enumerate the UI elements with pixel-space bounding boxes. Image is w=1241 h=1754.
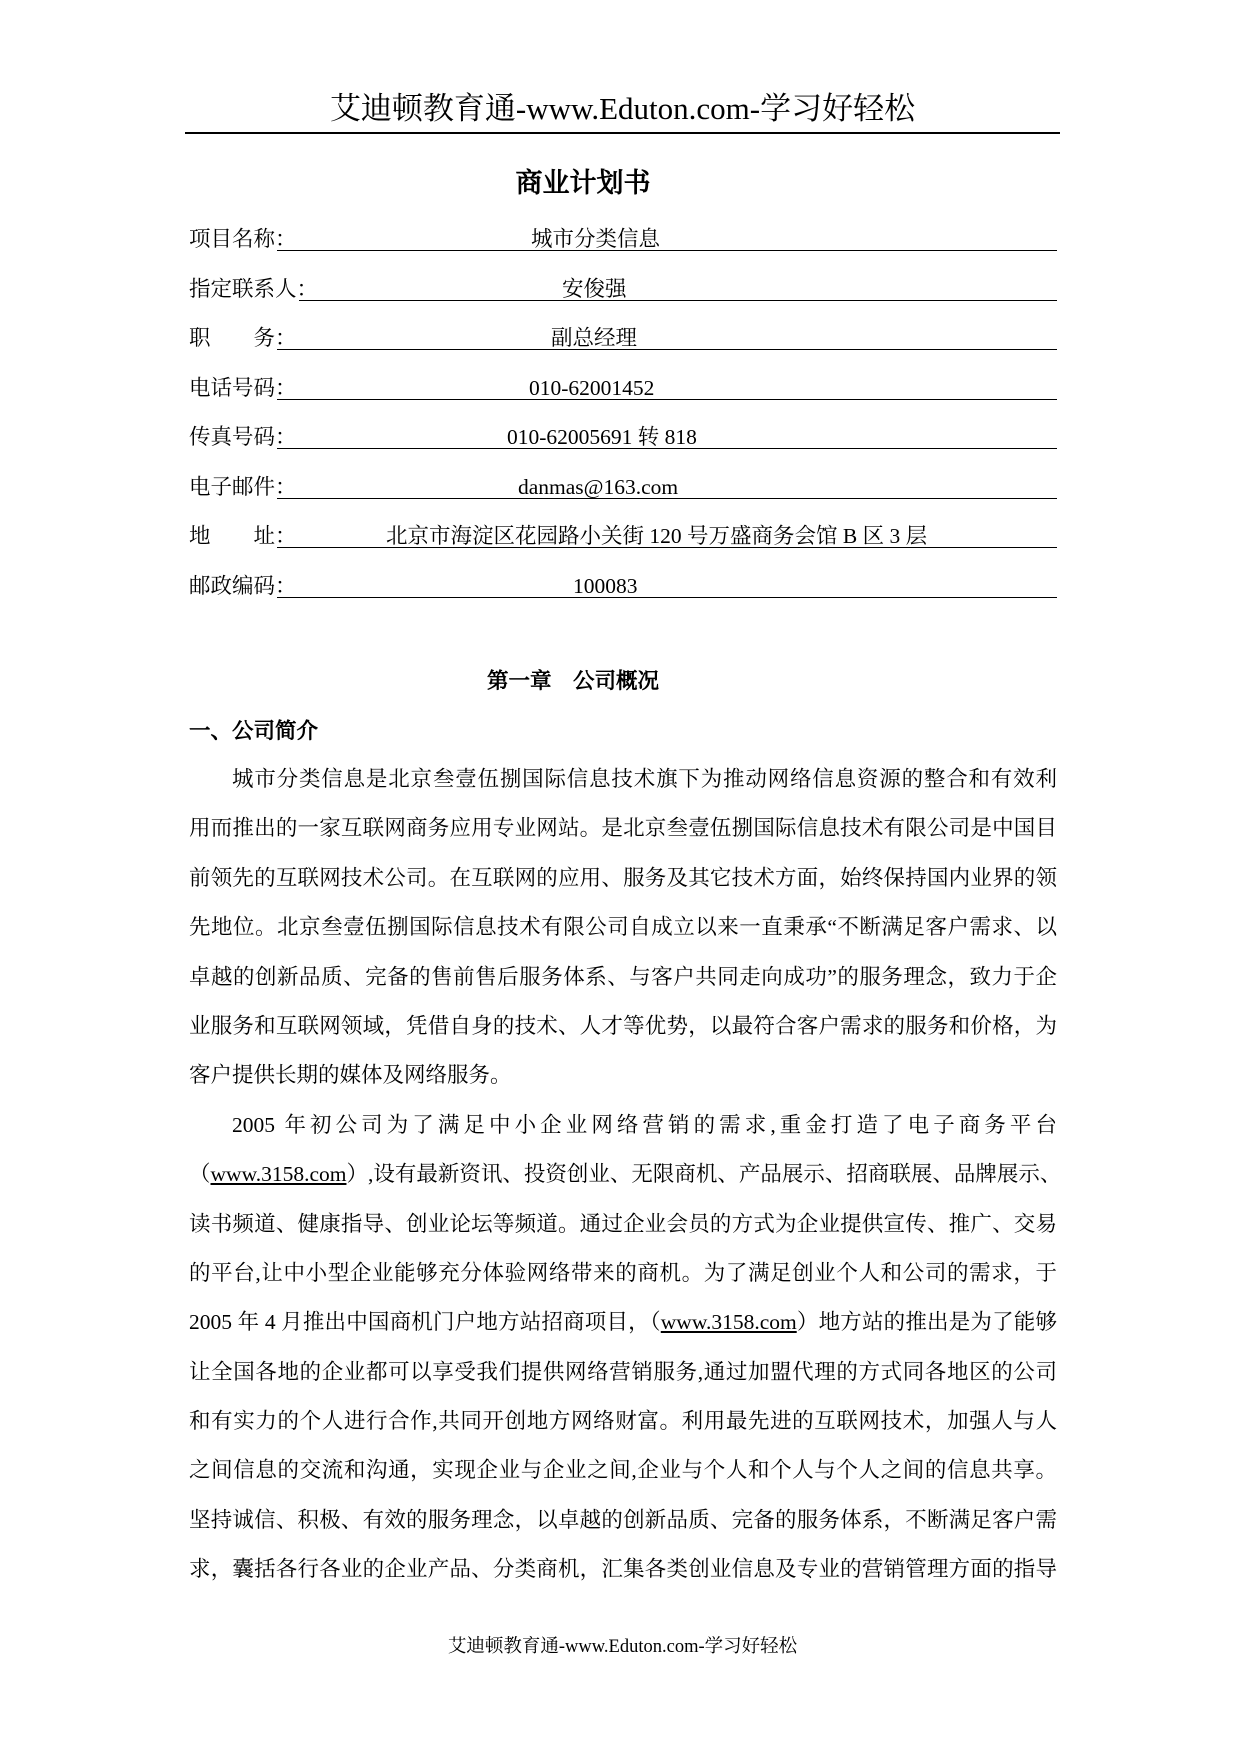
field-row-fax — [189, 423, 1057, 451]
field-underline — [299, 275, 1057, 301]
section-heading: 一、公司简介 — [189, 719, 319, 743]
paragraph-line — [189, 1150, 1062, 1199]
field-value: 010-62005691 转 818 — [507, 425, 697, 449]
paragraph-line: 让全国各地的企业都可以享受我们提供网络营销服务,通过加盟代理的方式同各地区的公司 — [189, 1359, 1057, 1384]
paragraph-line: 城市分类信息是北京叁壹伍捌国际信息技术旗下为推动网络信息资源的整合和有效利 — [232, 767, 1057, 791]
field-underline — [277, 374, 1057, 400]
paragraph-line: 前领先的互联网技术公司。在互联网的应用、服务及其它技术方面，始终保持国内业界的领 — [189, 865, 1057, 890]
field-row-postcode — [189, 572, 1057, 600]
field-underline — [277, 324, 1057, 350]
chapter-heading: 第一章 公司概况 — [486, 669, 659, 693]
field-row-email — [189, 473, 1057, 501]
paragraph-line: 客户提供长期的媒体及网络服务。 — [189, 1063, 512, 1088]
paragraph-line: 2005 年初公司为了满足中小企业网络营销的需求,重金打造了电子商务平台 — [232, 1112, 1057, 1137]
field-label: 电子邮件： — [189, 475, 297, 499]
field-label: 邮政编码： — [189, 574, 297, 598]
field-label: 职 务： — [189, 326, 297, 350]
field-row-position — [189, 324, 1057, 352]
paragraph-line: 坚持诚信、积极、有效的服务理念，以卓越的创新品质、完备的服务体系，不断满足客户需 — [189, 1507, 1057, 1532]
document-title: 商业计划书 — [515, 168, 651, 198]
line-text: （ — [189, 1162, 211, 1187]
field-row-address — [189, 522, 1057, 550]
field-label: 指定联系人： — [189, 277, 319, 301]
field-underline — [277, 572, 1057, 598]
field-value: 北京市海淀区花园路小关街 120 号万盛商务会馆 B 区 3 层 — [386, 524, 928, 548]
header-rule — [185, 132, 1060, 134]
line-text: 2005 年 4 月推出中国商机门户地方站招商项目，（ — [189, 1310, 661, 1335]
field-label: 项目名称： — [189, 227, 297, 251]
field-row-phone — [189, 374, 1057, 402]
paragraph-line: 之间信息的交流和沟通，实现企业与企业之间,企业与个人和个人与个人之间的信息共享。 — [189, 1458, 1057, 1483]
field-value: 010-62001452 — [529, 376, 655, 400]
paragraph-line: 业服务和互联网领域，凭借自身的技术、人才等优势，以最符合客户需求的服务和价格，为 — [189, 1013, 1057, 1038]
field-value: 城市分类信息 — [531, 227, 661, 251]
paragraph-line: 用而推出的一家互联网商务应用专业网站。是北京叁壹伍捌国际信息技术有限公司是中国目 — [189, 816, 1057, 841]
field-row-project-name — [189, 225, 1057, 253]
paragraph-line — [189, 1298, 1057, 1347]
page-footer-text: 艾迪顿教育通-www.Eduton.com-学习好轻松 — [447, 1637, 798, 1657]
line-text: ）地方站的推出是为了能够 — [796, 1310, 1057, 1335]
field-value: danmas@163.com — [518, 475, 679, 499]
website-link[interactable]: www.3158.com — [660, 1310, 797, 1335]
paragraph-company-intro — [189, 755, 1057, 1101]
paragraph-platform — [189, 1101, 1062, 1595]
field-label: 电话号码： — [189, 376, 297, 400]
paragraph-line: 的平台,让中小型企业能够充分体验网络带来的商机。为了满足创业个人和公司的需求，于 — [189, 1260, 1057, 1285]
field-label: 传真号码： — [189, 425, 297, 449]
website-link[interactable]: www.3158.com — [210, 1162, 347, 1187]
field-value: 100083 — [573, 574, 638, 598]
paragraph-line: 先地位。北京叁壹伍捌国际信息技术有限公司自成立以来一直秉承“不断满足客户需求、以 — [189, 915, 1057, 940]
paragraph-line: 卓越的创新品质、完备的售前售后服务体系、与客户共同走向成功”的服务理念，致力于企 — [189, 964, 1057, 989]
body-text — [189, 755, 1062, 1595]
field-underline — [277, 225, 1057, 251]
field-row-contact — [189, 275, 1057, 303]
field-value: 副总经理 — [551, 326, 638, 350]
paragraph-line: 读书频道、健康指导、创业论坛等频道。通过企业会员的方式为企业提供宣传、推广、交易 — [189, 1211, 1057, 1236]
paragraph-line: 和有实力的个人进行合作,共同开创地方网络财富。利用最先进的互联网技术，加强人与人 — [189, 1409, 1057, 1434]
page-header-text: 艾迪顿教育通-www.Eduton.com-学习好轻松 — [329, 91, 916, 126]
field-label: 地 址： — [189, 524, 297, 548]
line-text: ）,设有最新资讯、投资创业、无限商机、产品展示、招商联展、品牌展示、 — [346, 1162, 1062, 1187]
paragraph-line: 求，囊括各行各业的企业产品、分类商机，汇集各类创业信息及专业的营销管理方面的指导 — [189, 1557, 1057, 1582]
field-value: 安俊强 — [562, 277, 627, 301]
